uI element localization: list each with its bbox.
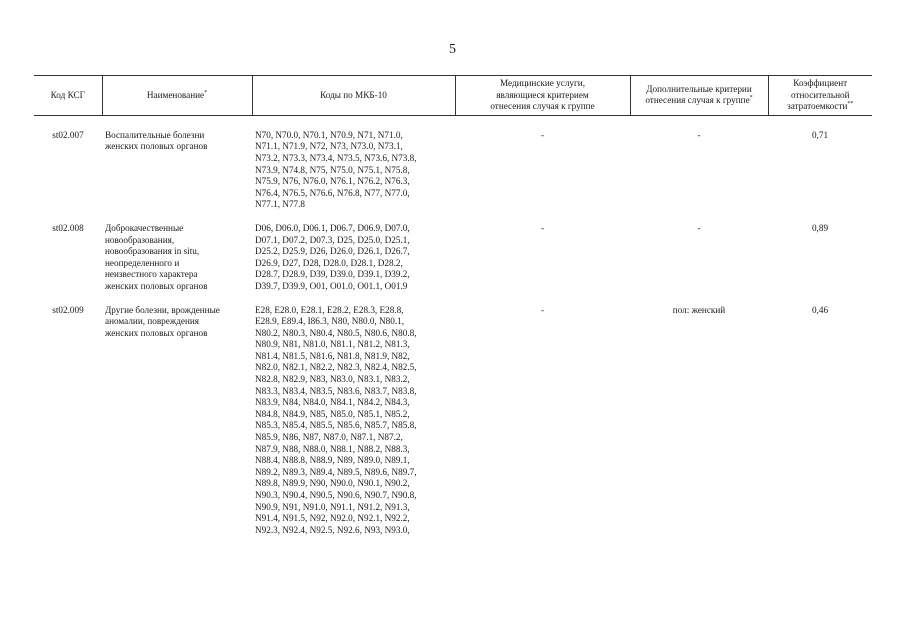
- cell-name: [102, 115, 252, 211]
- text-line: N89.2, N89.3, N89.4, N89.5, N89.6, N89.7,: [255, 466, 417, 477]
- text-line: N81.4, N81.5, N81.6, N81.8, N81.9, N82,: [255, 350, 410, 361]
- cell-mkb-codes: [252, 211, 455, 293]
- cell-name: [102, 293, 252, 537]
- cell-coefficient: 0,89: [811, 222, 829, 233]
- cell-criteria: пол: женский: [672, 304, 726, 315]
- cell-services: -: [540, 304, 545, 315]
- text-line: отнесения случая к группе: [490, 101, 595, 112]
- text-line: N85.3, N85.4, N85.5, N85.6, N85.7, N85.8,: [255, 420, 417, 431]
- text-line: D39.7, D39.9, O01, O01.0, O01.1, O01.9: [255, 280, 408, 291]
- text-line: женских половых органов: [105, 280, 208, 291]
- text-line: N75.9, N76, N76.0, N76.1, N76.2, N76.3,: [255, 176, 410, 187]
- cell-code: st02.009: [52, 304, 84, 315]
- text-line: Доброкачественные: [105, 222, 184, 233]
- table-header-row: [34, 76, 872, 116]
- text-line: D07.1, D07.2, D07.3, D25, D25.0, D25.1,: [255, 234, 410, 245]
- text-line: новообразования in situ,: [105, 246, 200, 257]
- text-line: новообразования,: [105, 234, 175, 245]
- cell-mkb-codes: [252, 115, 455, 211]
- header-criteria: [630, 76, 768, 116]
- text-line: неизвестного характера: [105, 269, 198, 280]
- header-services: [455, 76, 630, 116]
- text-line: D28.7, D28.9, D39, D39.0, D39.1, D39.2,: [255, 269, 410, 280]
- table-row: [34, 293, 872, 537]
- header-name: Наименование*: [102, 76, 252, 116]
- text-line: Медицинские услуги,: [499, 78, 585, 88]
- page-number: 5: [449, 42, 456, 57]
- text-line: D25.2, D25.9, D26, D26.0, D26.1, D26.7,: [255, 246, 410, 257]
- cell-coefficient: 0,46: [811, 304, 829, 315]
- text-line: N91.4, N91.5, N92, N92.0, N92.1, N92.2,: [255, 513, 410, 524]
- text-line: N71.1, N71.9, N72, N73, N73.0, N73.1,: [255, 141, 403, 152]
- text-line: N80.9, N81, N81.0, N81.1, N81.2, N81.3,: [255, 339, 410, 350]
- text-line: N88.4, N88.8, N88.9, N89, N89.0, N89.1,: [255, 455, 410, 466]
- text-line: N73.2, N73.3, N73.4, N73.5, N73.6, N73.8,: [255, 152, 417, 163]
- header-coef: [768, 76, 872, 116]
- cell-code: st02.008: [52, 222, 84, 233]
- text-line: N76.4, N76.5, N76.6, N76.8, N77, N77.0,: [255, 187, 410, 198]
- cell-coefficient: 0,71: [811, 129, 829, 140]
- text-line: E28, E28.0, E28.1, E28.2, E28.3, E28.8,: [255, 304, 404, 315]
- text-line: N83.9, N84, N84.0, N84.1, N84.2, N84.3,: [255, 397, 410, 408]
- text-line: женских половых органов: [105, 141, 208, 152]
- text-line: N87.9, N88, N88.0, N88.1, N88.2, N88.3,: [255, 443, 410, 454]
- table-row: [34, 211, 872, 293]
- ksg-table: [34, 75, 872, 536]
- text-line: N90.9, N91, N91.0, N91.1, N91.2, N91.3,: [255, 501, 410, 512]
- cell-code: st02.007: [52, 129, 84, 140]
- text-line: Коэффициент: [793, 78, 848, 88]
- text-line: отнесения случая к группе*: [645, 95, 753, 106]
- cell-name: [102, 211, 252, 293]
- cell-services: -: [540, 129, 545, 140]
- text-line: N77.1, N77.8: [255, 199, 306, 210]
- text-line: D06, D06.0, D06.1, D06.7, D06.9, D07.0,: [255, 222, 410, 233]
- text-line: являющиеся критерием: [496, 89, 589, 100]
- text-line: N73.9, N74.8, N75, N75.0, N75.1, N75.8,: [255, 164, 410, 175]
- text-line: затратоемкости**: [787, 101, 854, 112]
- text-line: Воспалительные болезни: [105, 129, 205, 140]
- cell-criteria: -: [697, 129, 701, 140]
- text-line: N92.3, N92.4, N92.5, N92.6, N93, N93.0,: [255, 524, 410, 535]
- cell-services: -: [540, 222, 545, 233]
- footnote-mark: *: [749, 95, 753, 102]
- cell-criteria: -: [697, 222, 701, 233]
- header-mkb: Коды по МКБ-10: [252, 76, 455, 116]
- text-line: неопределенного и: [105, 257, 180, 268]
- text-line: Дополнительные критерии: [646, 83, 752, 94]
- text-line: N80.2, N80.3, N80.4, N80.5, N80.6, N80.8,: [255, 327, 417, 338]
- text-line: E28.9, E89.4, I86.3, N80, N80.0, N80.1,: [255, 316, 405, 327]
- cell-mkb-codes: [252, 293, 455, 537]
- text-line: женских половых органов: [105, 327, 208, 338]
- text-line: N82.8, N82.9, N83, N83.0, N83.1, N83.2,: [255, 374, 410, 385]
- text-line: Другие болезни, врожденные: [105, 304, 220, 315]
- text-line: N85.9, N86, N87, N87.0, N87.1, N87.2,: [255, 432, 403, 443]
- text-line: N70, N70.0, N70.1, N70.9, N71, N71.0,: [255, 129, 403, 140]
- footnote-mark: **: [847, 101, 854, 108]
- table-row: [34, 115, 872, 211]
- text-line: N89.8, N89.9, N90, N90.0, N90.1, N90.2,: [255, 478, 410, 489]
- text-line: D26.9, D27, D28, D28.0, D28.1, D28.2,: [255, 257, 403, 268]
- text-line: N83.3, N83.4, N83.5, N83.6, N83.7, N83.8,: [255, 385, 417, 396]
- text-line: аномалии, повреждения: [105, 316, 200, 327]
- text-line: N84.8, N84.9, N85, N85.0, N85.1, N85.2,: [255, 408, 410, 419]
- header-code: Код КСГ: [34, 76, 102, 116]
- text-line: N90.3, N90.4, N90.5, N90.6, N90.7, N90.8,: [255, 490, 417, 500]
- text-line: N82.0, N82.1, N82.2, N82.3, N82.4, N82.5,: [255, 362, 417, 373]
- text-line: относительной: [790, 89, 850, 100]
